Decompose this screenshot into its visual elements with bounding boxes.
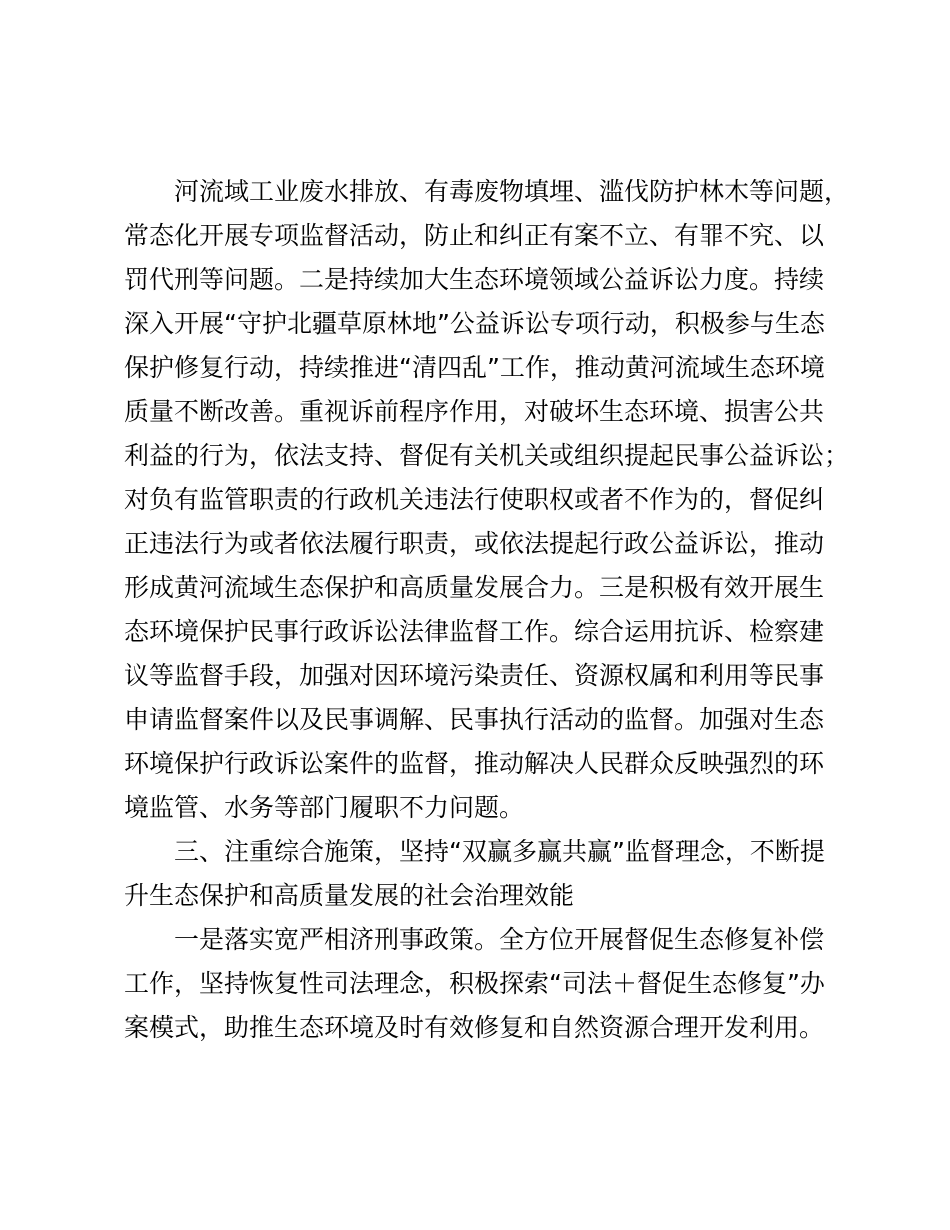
text-line: 一是落实宽严相济刑事政策。全方位开展督促生态修复补偿 (124, 925, 825, 954)
text-line: 态环境保护民事行政诉讼法律监督工作。综合运用抗诉、检察建 (124, 617, 825, 646)
section-heading-line: 升生态保护和高质量发展的社会治理效能 (124, 881, 575, 910)
body-text (124, 170, 864, 1050)
text-line: 境监管、水务等部门履职不力问题。 (124, 793, 525, 822)
text-line: 环境保护行政诉讼案件的监督，推动解决人民群众反映强烈的环 (124, 749, 825, 778)
text-line: 保护修复行动，持续推进“清四乱”工作，推动黄河流域生态环境 (124, 353, 825, 382)
section-heading-line: 三、注重综合施策，坚持“双赢多赢共赢”监督理念，不断提 (124, 837, 825, 866)
text-line: 申请监督案件以及民事调解、民事执行活动的监督。加强对生态 (124, 705, 825, 734)
text-line: 议等监督手段，加强对因环境污染责任、资源权属和利用等民事 (124, 661, 825, 690)
text-line: 对负有监管职责的行政机关违法行使职权或者不作为的，督促纠 (124, 485, 825, 514)
text-line: 案模式，助推生态环境及时有效修复和自然资源合理开发利用。 (124, 1013, 825, 1042)
text-line: 深入开展“守护北疆草原林地”公益诉讼专项行动，积极参与生态 (124, 309, 825, 338)
text-line: 形成黄河流域生态保护和高质量发展合力。三是积极有效开展生 (124, 573, 825, 602)
text-line: 利益的行为，依法支持、督促有关机关或组织提起民事公益诉讼； (124, 441, 850, 470)
text-line: 河流域工业废水排放、有毒废物填埋、滥伐防护林木等问题， (124, 177, 850, 206)
text-line: 质量不断改善。重视诉前程序作用，对破坏生态环境、损害公共 (124, 397, 825, 426)
text-line: 常态化开展专项监督活动，防止和纠正有案不立、有罪不究、以 (124, 221, 825, 250)
text-line: 正违法行为或者依法履行职责，或依法提起行政公益诉讼，推动 (124, 529, 825, 558)
text-line: 工作，坚持恢复性司法理念，积极探索“司法＋督促生态修复”办 (124, 969, 825, 998)
text-line: 罚代刑等问题。二是持续加大生态环境领域公益诉讼力度。持续 (124, 265, 825, 294)
